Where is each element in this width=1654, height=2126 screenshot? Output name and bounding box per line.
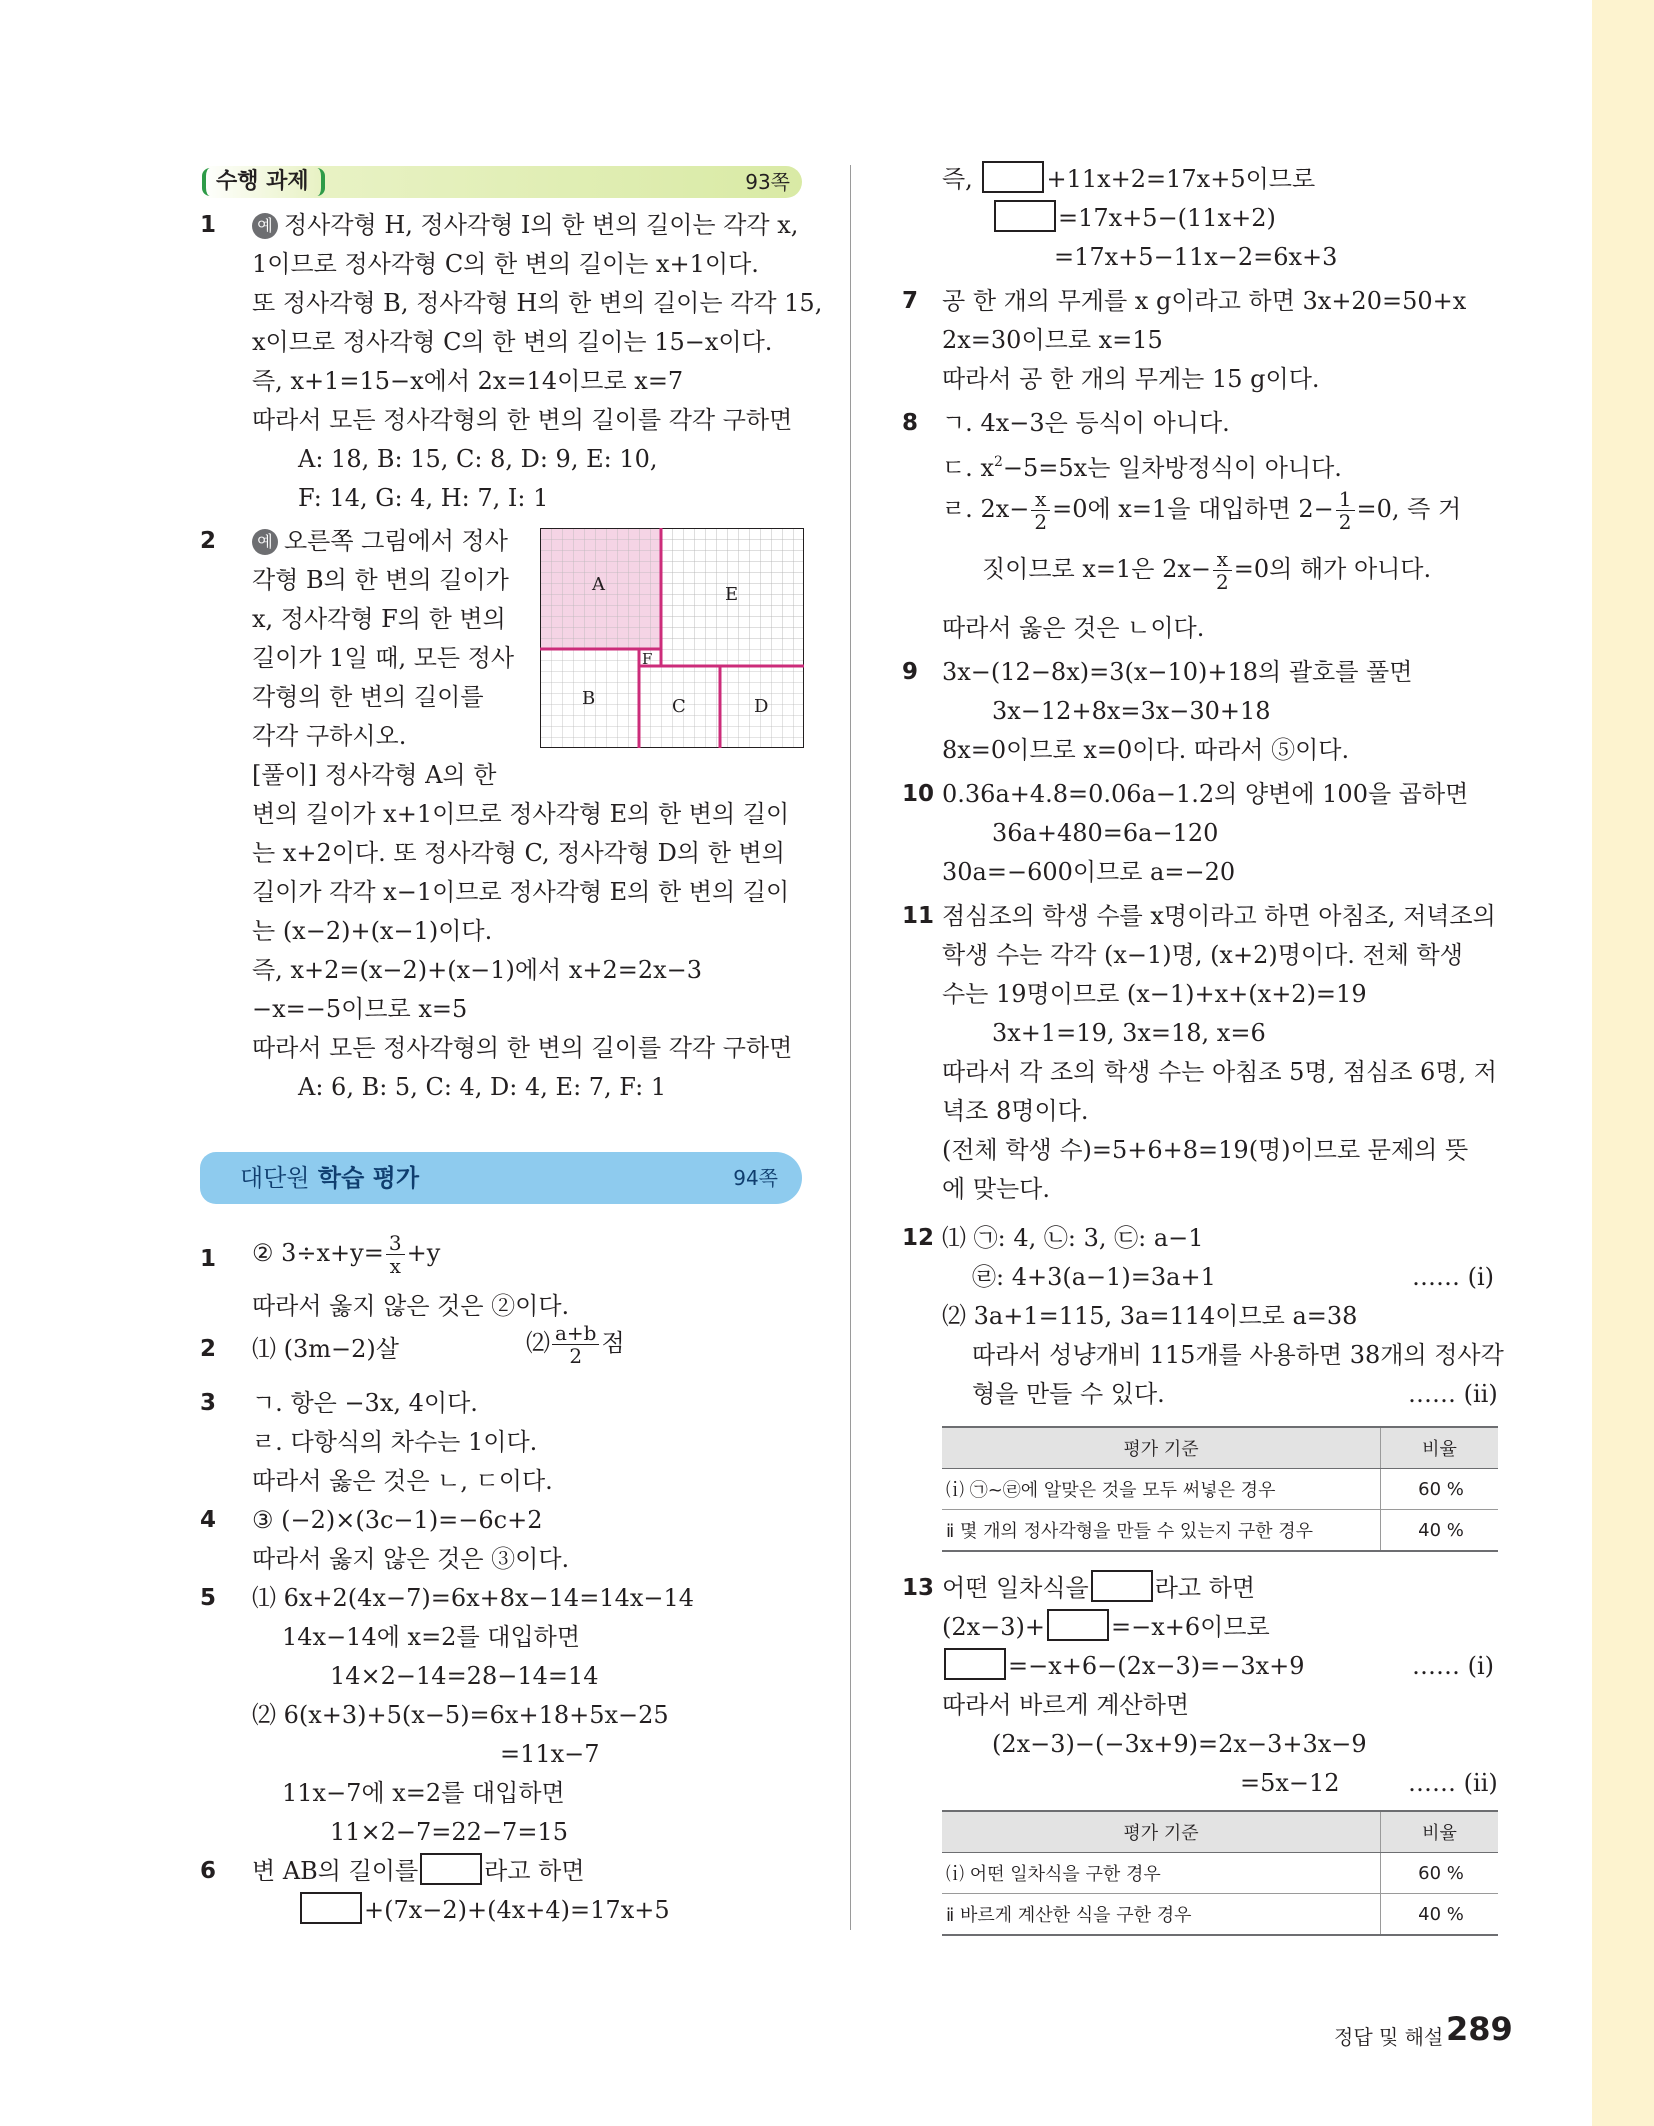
table-row bbox=[942, 1510, 1498, 1552]
text: 점 bbox=[601, 1329, 625, 1357]
answer-line: ㄹ. 다항식의 차수는 1이다. bbox=[252, 1428, 538, 1456]
footer-label: 정답 및 해설 bbox=[1334, 2025, 1444, 2049]
answer-line: 30a=−600이므로 a=−20 bbox=[942, 858, 1236, 886]
question-line: 길이가 1일 때, 모든 정사 bbox=[252, 644, 515, 672]
answer-line: 8x=0이므로 x=0이다. 따라서 ⑤이다. bbox=[942, 736, 1350, 764]
answer-line: =17x+5−11x−2=6x+3 bbox=[1054, 243, 1338, 271]
answer-line: 14×2−14=28−14=14 bbox=[330, 1662, 599, 1690]
problem-number: 1 bbox=[200, 1246, 217, 1272]
answer-line bbox=[992, 199, 1276, 237]
solution-line: 길이가 각각 x−1이므로 정사각형 E의 한 변의 길이 bbox=[252, 878, 790, 906]
table-header: 평가 기준 bbox=[942, 1811, 1381, 1853]
answer-line: 즉, x+1=15−x에서 2x=14이므로 x=7 bbox=[252, 367, 684, 395]
table-header: 비율 bbox=[1381, 1427, 1499, 1469]
text: 라고 하면 bbox=[484, 1857, 585, 1885]
table-row bbox=[942, 1894, 1498, 1936]
page-number: 289 bbox=[1446, 2010, 1513, 2048]
text: ㄹ. 2x− bbox=[942, 495, 1030, 523]
example-badge: 예 bbox=[252, 529, 278, 555]
answer-line: 1이므로 정사각형 C의 한 변의 길이는 x+1이다. bbox=[252, 250, 759, 278]
answer-line: ③ (−2)×(3c−1)=−6c+2 bbox=[252, 1506, 543, 1534]
title-part: 대단원 bbox=[240, 1164, 310, 1192]
question-line bbox=[252, 522, 508, 560]
score-marker: …… (ⅱ) bbox=[1408, 1380, 1498, 1408]
question-line: 각형 B의 한 변의 길이가 bbox=[252, 566, 509, 594]
unit-assessment-header bbox=[200, 1152, 802, 1204]
solution-line: [풀이] 정사각형 A의 한 bbox=[252, 761, 497, 789]
answer-line: 14x−14에 x=2를 대입하면 bbox=[282, 1623, 580, 1651]
solution-line: 는 (x−2)+(x−1)이다. bbox=[252, 917, 493, 945]
problem-number: 10 bbox=[902, 781, 935, 807]
table-cell: 60 % bbox=[1381, 1469, 1499, 1510]
answer-line bbox=[526, 1318, 625, 1368]
scoring-table bbox=[942, 1426, 1498, 1552]
numerator: 1 bbox=[1336, 488, 1355, 511]
blank-box bbox=[944, 1648, 1006, 1680]
numerator: x bbox=[1031, 488, 1050, 511]
answer-line: ㉣: 4+3(a−1)=3a+1 bbox=[972, 1263, 1216, 1291]
answer-line: 따라서 옳은 것은 ㄴ이다. bbox=[942, 614, 1205, 642]
solution-line: 즉, x+2=(x−2)+(x−1)에서 x+2=2x−3 bbox=[252, 956, 703, 984]
problem-number: 12 bbox=[902, 1225, 935, 1251]
text: ㄷ. x bbox=[942, 454, 994, 482]
answer-line: 따라서 공 한 개의 무게는 15 g이다. bbox=[942, 365, 1320, 393]
answer-line: ⑴ 6x+2(4x−7)=6x+8x−14=14x−14 bbox=[252, 1584, 695, 1612]
answer-line: (2x−3)−(−3x+9)=2x−3+3x−9 bbox=[992, 1730, 1367, 1758]
answer-line bbox=[942, 160, 1315, 198]
answer-line: F: 14, G: 4, H: 7, I: 1 bbox=[298, 484, 549, 512]
fraction bbox=[1213, 548, 1232, 593]
answer-line bbox=[982, 542, 1431, 596]
column-divider bbox=[850, 165, 851, 1930]
table-header: 평가 기준 bbox=[942, 1427, 1381, 1469]
text: =0, 즉 거 bbox=[1356, 495, 1462, 523]
example-badge: 예 bbox=[252, 213, 278, 239]
answer-line bbox=[252, 1228, 440, 1278]
solution-line: 변의 길이가 x+1이므로 정사각형 E의 한 변의 길이 bbox=[252, 800, 790, 828]
page-reference: 94쪽 bbox=[733, 1166, 778, 1190]
title-part: 학습 평가 bbox=[317, 1164, 420, 1192]
question-line: x, 정사각형 F의 한 변의 bbox=[252, 605, 506, 633]
performance-task-header bbox=[200, 166, 802, 198]
answer-line: (전체 학생 수)=5+6+8=19(명)이므로 문제의 뜻 bbox=[942, 1136, 1469, 1164]
page-reference: 93쪽 bbox=[745, 170, 790, 194]
answer-line: A: 18, B: 15, C: 8, D: 9, E: 10, bbox=[298, 445, 658, 473]
answer-line: ⑴ ㉠: 4, ㉡: 3, ㉢: a−1 bbox=[942, 1224, 1204, 1252]
problem-number: 9 bbox=[902, 659, 919, 685]
answer-line: 11x−7에 x=2를 대입하면 bbox=[282, 1779, 565, 1807]
text: +y bbox=[406, 1239, 441, 1267]
answer-line: ⑴ (3m−2)살 bbox=[252, 1335, 399, 1363]
exponent: 2 bbox=[993, 454, 1003, 470]
solution-line: 따라서 모든 정사각형의 한 변의 길이를 각각 구하면 bbox=[252, 1034, 793, 1062]
answer-line: 따라서 각 조의 학생 수는 아침조 5명, 점심조 6명, 저 bbox=[942, 1058, 1497, 1086]
answer-line: 에 맞는다. bbox=[942, 1175, 1050, 1203]
solution-line: 는 x+2이다. 또 정사각형 C, 정사각형 D의 한 변의 bbox=[252, 839, 785, 867]
text: =0의 해가 아니다. bbox=[1233, 555, 1432, 583]
problem-number: 2 bbox=[200, 528, 217, 554]
table-cell: 40 % bbox=[1381, 1510, 1499, 1552]
table-row bbox=[942, 1853, 1498, 1894]
answer-line bbox=[298, 1891, 670, 1929]
problem-number: 11 bbox=[902, 903, 935, 929]
answer-line: 또 정사각형 B, 정사각형 H의 한 변의 길이는 각각 15, bbox=[252, 289, 823, 317]
answer-line bbox=[252, 1852, 585, 1890]
question-line: 각형의 한 변의 길이를 bbox=[252, 683, 484, 711]
answer-line: 학생 수는 각각 (x−1)명, (x+2)명이다. 전체 학생 bbox=[942, 941, 1463, 969]
text: ⑵ bbox=[526, 1329, 550, 1357]
section-title: 수행 과제 bbox=[216, 166, 309, 198]
problem-number: 8 bbox=[902, 410, 919, 436]
label-e: E bbox=[725, 584, 739, 605]
table-header: 비율 bbox=[1381, 1811, 1499, 1853]
text: 라고 하면 bbox=[1154, 1574, 1256, 1602]
score-marker: …… (ⅱ) bbox=[1408, 1769, 1498, 1797]
answer-line: ㄱ. 4x−3은 등식이 아니다. bbox=[942, 409, 1230, 437]
section-title bbox=[240, 1152, 419, 1204]
answer-line: 따라서 성냥개비 115개를 사용하면 38개의 정사각 bbox=[972, 1341, 1504, 1369]
text: 짓이므로 x=1은 2x− bbox=[982, 555, 1212, 583]
text: =−x+6−(2x−3)=−3x+9 bbox=[1008, 1652, 1305, 1680]
table-cell: 40 % bbox=[1381, 1894, 1499, 1936]
question-line: 각각 구하시오. bbox=[252, 722, 407, 750]
text: =−x+6이므로 bbox=[1111, 1613, 1270, 1641]
label-f: F bbox=[642, 650, 653, 668]
answer-line: 녁조 8명이다. bbox=[942, 1097, 1089, 1125]
blank-box bbox=[300, 1892, 362, 1924]
table-row bbox=[942, 1469, 1498, 1510]
answer-line: 0.36a+4.8=0.06a−1.2의 양변에 100을 곱하면 bbox=[942, 780, 1469, 808]
denominator: 2 bbox=[1216, 570, 1229, 594]
problem-number: 3 bbox=[200, 1390, 217, 1416]
answer-line: 형을 만들 수 있다. bbox=[972, 1380, 1165, 1408]
text: 즉, bbox=[942, 165, 973, 193]
answer-line: 36a+480=6a−120 bbox=[992, 819, 1219, 847]
answer-line: 따라서 바르게 계산하면 bbox=[942, 1691, 1190, 1719]
problem-number: 5 bbox=[200, 1585, 217, 1611]
table-cell: ⒤ 어떤 일차식을 구한 경우 bbox=[942, 1853, 1381, 1894]
denominator: 2 bbox=[569, 1344, 583, 1368]
answer-line: 3x−12+8x=3x−30+18 bbox=[992, 697, 1271, 725]
answer-line: 따라서 옳지 않은 것은 ③이다. bbox=[252, 1545, 570, 1573]
label-a: A bbox=[592, 574, 605, 595]
text: 오른쪽 그림에서 정사 bbox=[284, 527, 508, 555]
text: −5=5x는 일차방정식이 아니다. bbox=[1002, 454, 1342, 482]
answer-line: =5x−12 bbox=[1240, 1769, 1340, 1797]
answer-line: ⑵ 6(x+3)+5(x−5)=6x+18+5x−25 bbox=[252, 1701, 669, 1729]
text: 변 AB의 길이를 bbox=[252, 1857, 419, 1885]
answer-line bbox=[942, 1647, 1305, 1685]
blank-box bbox=[994, 200, 1056, 232]
solution-line: A: 6, B: 5, C: 4, D: 4, E: 7, F: 1 bbox=[298, 1073, 667, 1101]
answer-line: 따라서 옳은 것은 ㄴ, ㄷ이다. bbox=[252, 1467, 553, 1495]
answer-line: 2x=30이므로 x=15 bbox=[942, 326, 1163, 354]
score-marker: …… (ⅰ) bbox=[1412, 1652, 1495, 1680]
text: +11x+2=17x+5이므로 bbox=[1046, 165, 1316, 193]
blank-box bbox=[420, 1853, 482, 1885]
numerator: a+b bbox=[552, 1322, 599, 1345]
answer-line: 수는 19명이므로 (x−1)+x+(x+2)=19 bbox=[942, 980, 1367, 1008]
text: (2x−3)+ bbox=[942, 1613, 1046, 1641]
solution-line: −x=−5이므로 x=5 bbox=[252, 995, 468, 1023]
label-b: B bbox=[582, 688, 596, 709]
table-cell: ⅱ 몇 개의 정사각형을 만들 수 있는지 구한 경우 bbox=[942, 1510, 1381, 1552]
answer-line bbox=[942, 482, 1461, 536]
text: 정사각형 H, 정사각형 I의 한 변의 길이는 각각 x, bbox=[284, 211, 799, 239]
answer-line: x이므로 정사각형 C의 한 변의 길이는 15−x이다. bbox=[252, 328, 773, 356]
table-cell: ⒤ ㉠~㉣에 알맞은 것을 모두 써넣은 경우 bbox=[942, 1469, 1381, 1510]
answer-line: 3x+1=19, 3x=18, x=6 bbox=[992, 1019, 1266, 1047]
fraction bbox=[552, 1322, 599, 1367]
answer-line: 11×2−7=22−7=15 bbox=[330, 1818, 568, 1846]
side-color-band bbox=[1592, 0, 1654, 2126]
square-grid-figure bbox=[540, 528, 804, 748]
blank-box bbox=[1091, 1570, 1153, 1602]
numerator: x bbox=[1213, 548, 1232, 571]
problem-number: 2 bbox=[200, 1336, 217, 1362]
fraction bbox=[1031, 488, 1050, 533]
answer-line: 따라서 옳지 않은 것은 ②이다. bbox=[252, 1292, 570, 1320]
text: 어떤 일차식을 bbox=[942, 1574, 1089, 1602]
answer-line: 따라서 모든 정사각형의 한 변의 길이를 각각 구하면 bbox=[252, 406, 793, 434]
score-marker: …… (ⅰ) bbox=[1412, 1263, 1495, 1291]
problem-number: 1 bbox=[200, 212, 217, 238]
denominator: x bbox=[389, 1254, 401, 1278]
answer-line bbox=[252, 206, 798, 244]
problem-number: 4 bbox=[200, 1507, 217, 1533]
problem-number: 13 bbox=[902, 1575, 935, 1601]
answer-line bbox=[942, 1569, 1255, 1607]
answer-line: ⑵ 3a+1=115, 3a=114이므로 a=38 bbox=[942, 1302, 1358, 1330]
answer-line bbox=[942, 1608, 1270, 1646]
scoring-table bbox=[942, 1810, 1498, 1936]
blank-box bbox=[982, 161, 1044, 193]
table-cell: ⅱ 바르게 계산한 식을 구한 경우 bbox=[942, 1894, 1381, 1936]
fraction bbox=[1336, 488, 1355, 533]
text: =17x+5−(11x+2) bbox=[1058, 204, 1276, 232]
denominator: 2 bbox=[1034, 510, 1048, 534]
problem-number: 6 bbox=[200, 1858, 217, 1884]
label-d: D bbox=[754, 696, 769, 717]
table-cell: 60 % bbox=[1381, 1853, 1499, 1894]
answer-line: 공 한 개의 무게를 x g이라고 하면 3x+20=50+x bbox=[942, 287, 1467, 315]
blank-box bbox=[1047, 1609, 1109, 1641]
label-c: C bbox=[672, 696, 686, 717]
fraction bbox=[386, 1232, 405, 1277]
numerator: 3 bbox=[386, 1232, 405, 1255]
answer-line: =11x−7 bbox=[500, 1740, 600, 1768]
problem-number: 7 bbox=[902, 288, 919, 314]
denominator: 2 bbox=[1338, 510, 1352, 534]
text: +(7x−2)+(4x+4)=17x+5 bbox=[364, 1896, 670, 1924]
answer-line bbox=[942, 443, 1342, 487]
text: =0에 x=1을 대입하면 2− bbox=[1052, 495, 1334, 523]
answer-line: 3x−(12−8x)=3(x−10)+18의 괄호를 풀면 bbox=[942, 658, 1413, 686]
answer-line: ㄱ. 항은 −3x, 4이다. bbox=[252, 1389, 478, 1417]
answer-line: 점심조의 학생 수를 x명이라고 하면 아침조, 저녁조의 bbox=[942, 902, 1496, 930]
text: ② 3÷x+y= bbox=[252, 1239, 384, 1267]
